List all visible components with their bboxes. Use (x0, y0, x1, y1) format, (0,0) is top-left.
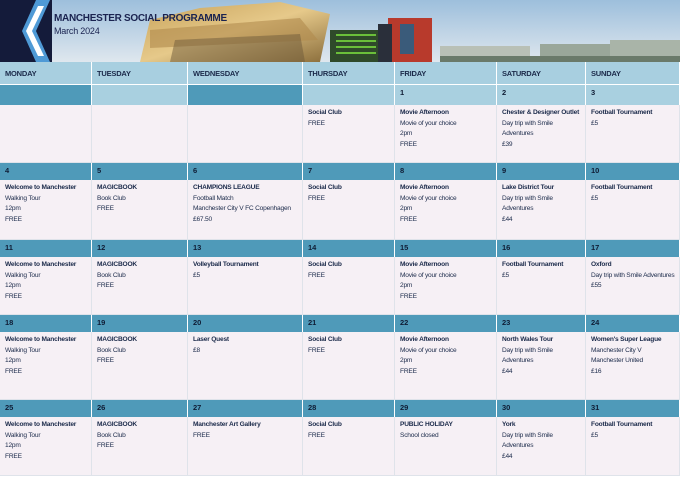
event-detail: £5 (591, 119, 598, 127)
event-cell (586, 257, 680, 315)
calendar-grid (0, 62, 680, 481)
event-title: Social Club (308, 421, 342, 428)
event-title: Chester & Designer Outlet (502, 109, 580, 116)
event-cell (586, 417, 680, 476)
event-title: Lake District Tour (502, 184, 554, 191)
event-cell (188, 257, 303, 315)
date-number (92, 85, 188, 105)
event-detail: 2pm (400, 282, 413, 289)
date-number: 4 (0, 163, 92, 180)
date-number: 9 (497, 163, 586, 180)
event-cell (0, 257, 92, 315)
date-number: 8 (395, 163, 497, 180)
event-title: Movie Afternoon (400, 336, 449, 343)
date-number: 19 (92, 315, 188, 332)
event-detail: Football Match (193, 194, 234, 202)
event-detail: Manchester City V Manchester United (591, 346, 643, 364)
event-detail: Day trip with Smile Adventures (591, 271, 675, 279)
event-detail: 12pm (5, 357, 21, 364)
event-title: Oxford (591, 261, 612, 268)
date-number (303, 85, 395, 105)
event-detail: Book Club (97, 271, 126, 279)
event-detail: FREE (97, 282, 114, 289)
event-title: CHAMPIONS LEAGUE (193, 184, 260, 191)
date-number: 12 (92, 240, 188, 257)
event-cell (497, 257, 586, 315)
event-cell (92, 417, 188, 476)
event-detail: FREE (308, 346, 325, 354)
empty-day-cell (188, 105, 303, 163)
event-detail: FREE (400, 140, 417, 148)
event-title: PUBLIC HOLIDAY (400, 421, 453, 428)
event-title: Football Tournament (591, 421, 653, 428)
event-detail: 12pm (5, 442, 21, 449)
page-title: MANCHESTER SOCIAL PROGRAMME (54, 13, 227, 24)
event-detail: Movie of your choice (400, 346, 457, 354)
event-cell (188, 417, 303, 476)
event-title: Welcome to Manchester (5, 261, 77, 268)
event-detail: Walking Tour (5, 271, 41, 279)
event-title: MAGICBOOK (97, 184, 137, 191)
event-cell (586, 180, 680, 240)
event-detail: £39 (502, 140, 513, 148)
event-detail: Day trip with Smile Adventures (502, 194, 553, 212)
day-header-wednesday: WEDNESDAY (188, 62, 303, 85)
date-number: 20 (188, 315, 303, 332)
event-cell (497, 105, 586, 163)
event-detail: FREE (400, 215, 417, 223)
event-cell (303, 332, 395, 400)
date-number: 18 (0, 315, 92, 332)
date-number: 11 (0, 240, 92, 257)
event-detail: £44 (502, 452, 513, 460)
event-title: Welcome to Manchester (5, 421, 77, 428)
event-cell (303, 257, 395, 315)
event-cell (188, 180, 303, 240)
event-title: Football Tournament (591, 184, 653, 191)
event-detail: £5 (502, 271, 509, 279)
date-number: 15 (395, 240, 497, 257)
date-number: 10 (586, 163, 680, 180)
event-cell (303, 105, 395, 163)
event-title: Social Club (308, 336, 342, 343)
event-cell (395, 332, 497, 400)
date-number: 30 (497, 400, 586, 417)
event-title: York (502, 421, 516, 428)
event-detail: FREE (97, 442, 114, 449)
day-header-monday: MONDAY (0, 62, 92, 85)
date-number: 21 (303, 315, 395, 332)
event-detail: 2pm (400, 130, 413, 137)
date-number: 25 (0, 400, 92, 417)
event-cell (395, 417, 497, 476)
event-title: Movie Afternoon (400, 261, 449, 268)
event-cell (92, 180, 188, 240)
date-number: 7 (303, 163, 395, 180)
event-detail: Book Club (97, 346, 126, 354)
event-detail: £5 (193, 271, 200, 279)
date-number: 2 (497, 85, 586, 105)
page-subtitle: March 2024 (54, 26, 100, 36)
event-detail: £67.50 (193, 215, 212, 223)
event-detail: £8 (193, 346, 200, 354)
empty-day-cell (92, 105, 188, 163)
date-number: 6 (188, 163, 303, 180)
event-title: North Wales Tour (502, 336, 554, 343)
event-title: Social Club (308, 261, 342, 268)
event-cell (497, 180, 586, 240)
date-number: 28 (303, 400, 395, 417)
event-title: Social Club (308, 109, 342, 116)
date-number: 5 (92, 163, 188, 180)
event-detail: Day trip with Smile Adventures (502, 346, 553, 364)
event-detail: Day trip with Smile Adventures (502, 119, 553, 137)
event-detail: FREE (5, 367, 22, 375)
event-title: MAGICBOOK (97, 336, 137, 343)
event-title: Volleyball Tournament (193, 261, 259, 268)
event-detail: FREE (97, 357, 114, 364)
day-header-friday: FRIDAY (395, 62, 497, 85)
event-detail: Movie of your choice (400, 271, 457, 279)
header-banner (0, 0, 680, 62)
date-number: 31 (586, 400, 680, 417)
event-detail: Book Club (97, 431, 126, 439)
date-number: 24 (586, 315, 680, 332)
date-number: 14 (303, 240, 395, 257)
event-detail: FREE (308, 194, 325, 202)
day-header-thursday: THURSDAY (303, 62, 395, 85)
event-cell (92, 332, 188, 400)
event-cell (497, 417, 586, 476)
event-cell (586, 332, 680, 400)
event-title: Welcome to Manchester (5, 184, 77, 191)
event-detail: Day trip with Smile Adventures (502, 431, 553, 449)
event-cell (395, 257, 497, 315)
event-detail: Movie of your choice (400, 194, 457, 202)
event-detail: Manchester City V FC Copenhagen (193, 205, 291, 212)
event-detail: FREE (5, 215, 22, 223)
day-header-sunday: SUNDAY (586, 62, 680, 85)
event-title: Laser Quest (193, 336, 229, 343)
event-detail: £16 (591, 367, 602, 375)
event-title: MAGICBOOK (97, 261, 137, 268)
event-detail: Walking Tour (5, 431, 41, 439)
event-cell (303, 180, 395, 240)
event-cell (0, 332, 92, 400)
event-detail: FREE (193, 431, 210, 439)
event-title: Football Tournament (591, 109, 653, 116)
event-detail: £55 (591, 282, 602, 289)
date-number: 1 (395, 85, 497, 105)
event-cell (0, 180, 92, 240)
event-detail: FREE (97, 205, 114, 212)
event-title: Welcome to Manchester (5, 336, 77, 343)
date-number (188, 85, 303, 105)
event-title: Women's Super League (591, 336, 662, 343)
day-header-tuesday: TUESDAY (92, 62, 188, 85)
date-number: 17 (586, 240, 680, 257)
event-detail: Walking Tour (5, 194, 41, 202)
date-number: 26 (92, 400, 188, 417)
event-detail: £44 (502, 215, 513, 223)
event-detail: FREE (400, 367, 417, 375)
event-detail: FREE (308, 431, 325, 439)
event-title: Movie Afternoon (400, 184, 449, 191)
date-number: 16 (497, 240, 586, 257)
event-detail: FREE (5, 292, 22, 300)
event-detail: FREE (308, 119, 325, 127)
day-header-saturday: SATURDAY (497, 62, 586, 85)
event-detail: 12pm (5, 205, 21, 212)
event-detail: FREE (5, 452, 22, 460)
event-detail: 2pm (400, 357, 413, 364)
date-number: 22 (395, 315, 497, 332)
event-detail: £44 (502, 367, 513, 375)
event-cell (395, 180, 497, 240)
event-cell (303, 417, 395, 476)
event-detail: £5 (591, 431, 598, 439)
event-title: MAGICBOOK (97, 421, 137, 428)
date-number: 3 (586, 85, 680, 105)
event-title: Social Club (308, 184, 342, 191)
event-detail: School closed (400, 431, 439, 439)
event-detail: FREE (308, 271, 325, 279)
event-cell (92, 257, 188, 315)
event-cell (0, 417, 92, 476)
event-detail: £5 (591, 194, 598, 202)
event-cell (395, 105, 497, 163)
event-detail: 12pm (5, 282, 21, 289)
date-number (0, 85, 92, 105)
date-number: 13 (188, 240, 303, 257)
date-number: 23 (497, 315, 586, 332)
date-number: 27 (188, 400, 303, 417)
event-detail: Book Club (97, 194, 126, 202)
event-detail: Movie of your choice (400, 119, 457, 127)
event-title: Manchester Art Gallery (193, 421, 261, 428)
event-title: Movie Afternoon (400, 109, 449, 116)
empty-day-cell (0, 105, 92, 163)
event-detail: Walking Tour (5, 346, 41, 354)
event-detail: FREE (400, 292, 417, 300)
event-detail: 2pm (400, 205, 413, 212)
manchester-skyline-photo (0, 0, 680, 62)
chevron-logo-icon (16, 0, 56, 62)
event-cell (586, 105, 680, 163)
event-title: Football Tournament (502, 261, 564, 268)
event-cell (188, 332, 303, 400)
event-cell (497, 332, 586, 400)
date-number: 29 (395, 400, 497, 417)
